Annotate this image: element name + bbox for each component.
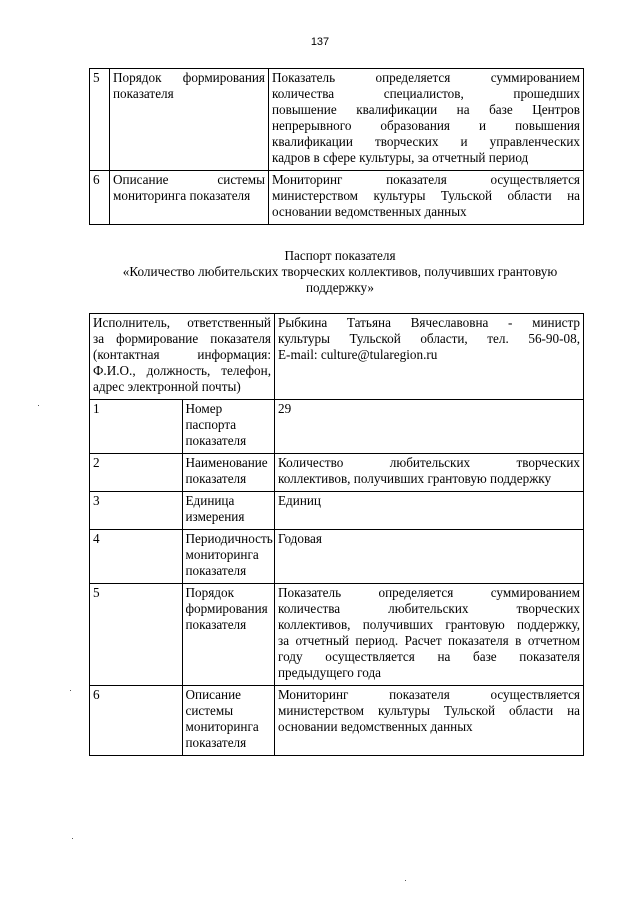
table-row (90, 171, 584, 225)
label-line: Номер паспорта (185, 401, 237, 432)
value-line: Мониторинг показателя осуществляется (278, 687, 580, 702)
label-line: мониторинга показателя (185, 719, 259, 750)
row-label (182, 492, 275, 530)
table-row (90, 492, 584, 530)
executor-value (275, 314, 584, 400)
table-row (90, 530, 584, 584)
passport-title: Паспорт показателя (284, 248, 396, 263)
value-line: основании ведомственных данных (272, 204, 467, 219)
label-line: адрес электронной почты) (93, 379, 241, 394)
scan-speck (72, 838, 73, 839)
label-line: Периодичность (185, 531, 273, 546)
table-row (90, 400, 584, 454)
row-value (269, 69, 584, 171)
value-line: культуры Тульской области, тел. 56-90-08, (278, 331, 580, 346)
value-line: министерством культуры Тульской области на (278, 703, 580, 718)
scan-speck (70, 690, 71, 691)
label-line: (контактная информация: (93, 347, 271, 362)
row-number: 1 (90, 400, 183, 454)
value-line: министерством культуры Тульской области на (272, 188, 580, 203)
label-line: Порядок формирования (185, 585, 268, 616)
scan-speck (405, 880, 406, 881)
passport-subtitle-line: поддержку» (306, 280, 374, 295)
scan-speck (38, 405, 39, 406)
value-line: Показатель определяется суммированием (278, 585, 580, 600)
row-value (269, 171, 584, 225)
value-line: Мониторинг показателя осуществляется (272, 172, 580, 187)
executor-label (90, 314, 275, 400)
row-number: 2 (90, 454, 183, 492)
value-line: Рыбкина Татьяна Вячеславовна - министр (278, 315, 580, 330)
row-label (182, 584, 275, 686)
value-line: Показатель определяется суммированием (272, 70, 580, 85)
row-number: 5 (90, 584, 183, 686)
value-line: году осуществляется на базе показателя (278, 649, 580, 664)
value-line: E-mail: culture@tularegion.ru (278, 347, 438, 362)
row-value (275, 454, 584, 492)
passport-subtitle-line: «Количество любительских творческих коллективов, получивших грантовую (122, 264, 558, 279)
value-line: квалификации творческих и управленческих (272, 134, 580, 149)
row-value (275, 530, 584, 584)
table-row (90, 686, 584, 756)
value-line: коллективов, получивших грантовую поддержку, (278, 617, 580, 632)
row-number: 4 (90, 530, 183, 584)
row-number: 6 (90, 171, 110, 225)
value-line: коллективов, получивших грантовую поддержку (278, 471, 552, 486)
indicator-table-continued (89, 68, 584, 225)
row-value (275, 686, 584, 756)
row-label (182, 454, 275, 492)
label-line: Единица измерения (185, 493, 245, 524)
row-number: 3 (90, 492, 183, 530)
value-line: количества специалистов, прошедших (272, 86, 580, 101)
label-line: показателя (113, 86, 174, 101)
label-line: Порядок формирования (113, 70, 265, 85)
value-line: Количество любительских творческих (278, 455, 580, 470)
row-value (275, 492, 584, 530)
value-line: предыдущего года (278, 665, 382, 680)
label-line: показателя (185, 433, 247, 448)
label-line: за формирование показателя (93, 331, 271, 346)
executor-row (90, 314, 584, 400)
label-line: Ф.И.О., должность, телефон, (93, 363, 271, 378)
row-value (275, 584, 584, 686)
row-label (110, 171, 269, 225)
value-line: непрерывного образования и повышения (272, 118, 580, 133)
value-line: количества любительских творческих (278, 601, 580, 616)
value-line: основании ведомственных данных (278, 719, 473, 734)
label-line: Исполнитель, ответственный (93, 315, 271, 330)
label-line: показателя (185, 471, 247, 486)
row-label (110, 69, 269, 171)
row-number: 6 (90, 686, 183, 756)
value-line: 29 (278, 401, 292, 416)
value-line: Годовая (278, 531, 322, 546)
table-row (90, 454, 584, 492)
row-label (182, 400, 275, 454)
label-line: мониторинга показателя (185, 547, 259, 578)
table-row (90, 69, 584, 171)
label-line: мониторинга показателя (113, 188, 251, 203)
value-line: кадров в сфере культуры, за отчетный период (272, 150, 529, 165)
label-line: Описание системы (185, 687, 241, 718)
row-label (182, 530, 275, 584)
label-line: Наименование (185, 455, 268, 470)
passport-heading (95, 248, 585, 296)
label-line: показателя (185, 617, 247, 632)
page-number: 137 (310, 36, 330, 48)
value-line: за отчетный период. Расчет показателя в отчетном (278, 633, 580, 648)
row-value (275, 400, 584, 454)
row-number: 5 (90, 69, 110, 171)
value-line: Единиц (278, 493, 321, 508)
label-line: Описание системы (113, 172, 265, 187)
row-label (182, 686, 275, 756)
table-row (90, 584, 584, 686)
value-line: повышение квалификации на базе Центров (272, 102, 580, 117)
indicator-passport-table (89, 313, 584, 756)
